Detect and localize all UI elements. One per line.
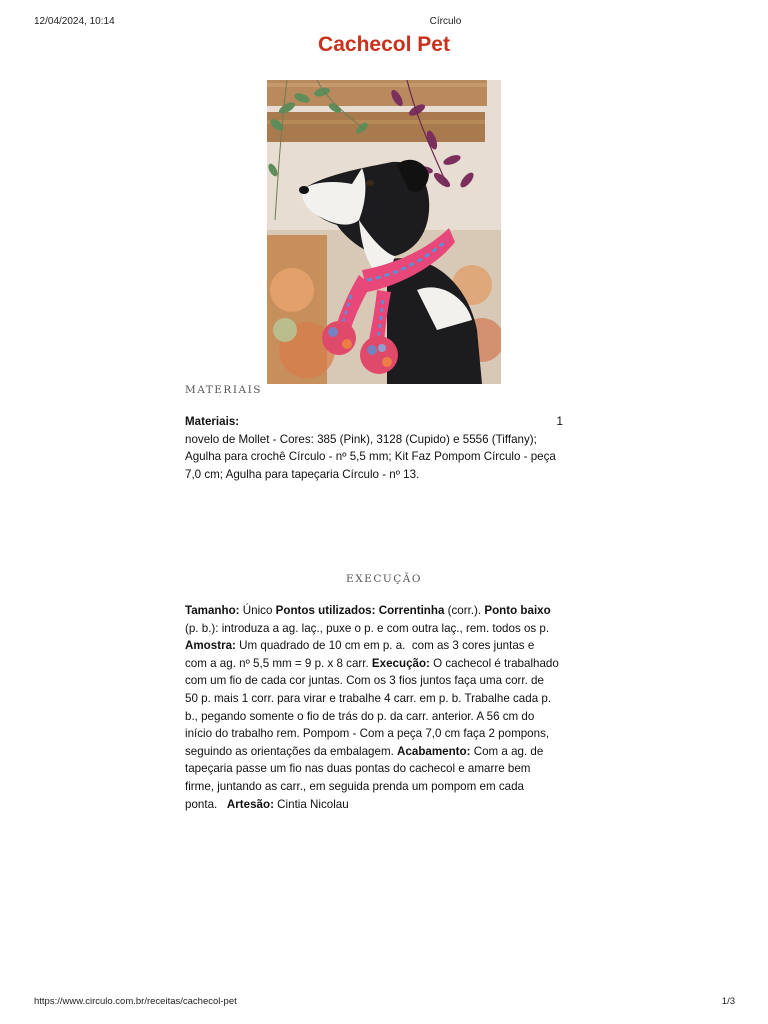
execucao-label: Execução: xyxy=(371,656,430,670)
execution-line: 50 p. mais 1 corr. para virar e trabalhe 4 carr. em p. b. Trabalhe cada p. xyxy=(185,691,552,705)
print-page-number: 1/3 xyxy=(721,996,735,1007)
pontos-label: Pontos utilizados: xyxy=(275,604,376,617)
execution-line: com um fio de cada cor juntas. Com os 3 fios juntos faça uma corr. de xyxy=(185,674,544,688)
ponto-baixo-label: Ponto baixo xyxy=(484,604,551,617)
section-heading-execucao: EXECUÇÃO xyxy=(346,573,422,585)
correntinha-abbr: (corr.). xyxy=(444,604,485,617)
execution-line: firme, juntando as carr., em seguida prenda um pompom em cada xyxy=(185,779,524,793)
execution-line: tapeçaria passe um fio nas duas pontas do cachecol e amarre bem xyxy=(185,762,531,776)
recipe-photo xyxy=(267,80,501,384)
amostra-text: Um quadrado de 10 cm em p. a. com as 3 cores juntas e xyxy=(235,639,535,653)
tamanho-label: Tamanho: xyxy=(185,604,240,617)
execution-text xyxy=(185,602,585,813)
artesao-label: Artesão: xyxy=(226,797,274,811)
materials-quantity: 1 xyxy=(556,415,563,428)
amostra-label: Amostra: xyxy=(185,639,236,653)
materials-line: 7,0 cm; Agulha para tapeçaria Círculo - nº 13. xyxy=(185,467,420,481)
execution-line: ponta. xyxy=(185,797,227,811)
artesao-value: Cintia Nicolau xyxy=(273,797,349,811)
execution-line: (p. b.): introduza a ag. laç., puxe o p. e com outra laç., rem. todos os p. xyxy=(185,621,550,635)
tamanho-value: Único xyxy=(239,604,276,617)
acabamento-label: Acabamento: xyxy=(397,744,471,758)
execucao-text: O cachecol é trabalhado xyxy=(429,656,559,670)
correntinha-label: Correntinha xyxy=(378,604,445,617)
materials-label: Materiais: xyxy=(185,415,240,428)
execution-line: b., pegando somente o fio de trás do p. da carr. anterior. A 56 cm do xyxy=(185,709,535,723)
materials-line: Agulha para crochê Círculo - nº 5,5 mm; Kit Faz Pompom Círculo - peça xyxy=(185,450,556,464)
execution-line: seguindo as orientações da embalagem. xyxy=(185,744,398,758)
print-datetime: 12/04/2024, 10:14 xyxy=(34,16,115,27)
section-heading-materiais: MATERIAIS xyxy=(185,384,262,396)
print-site-title: Círculo xyxy=(429,16,462,27)
materials-line: novelo de Mollet - Cores: 385 (Pink), 3128 (Cupido) e 5556 (Tiffany); xyxy=(185,432,537,446)
execution-line: início do trabalho rem. Pompom - Com a peça 7,0 cm faça 2 pompons, xyxy=(185,727,550,741)
print-url: https://www.circulo.com.br/receitas/cachecol-pet xyxy=(34,996,237,1007)
materials-text xyxy=(185,413,585,483)
page-title: Cachecol Pet xyxy=(318,33,450,56)
execution-line: com a ag. nº 5,5 mm = 9 p. x 8 carr. xyxy=(185,656,372,670)
acabamento-text: Com a ag. de xyxy=(470,744,544,758)
